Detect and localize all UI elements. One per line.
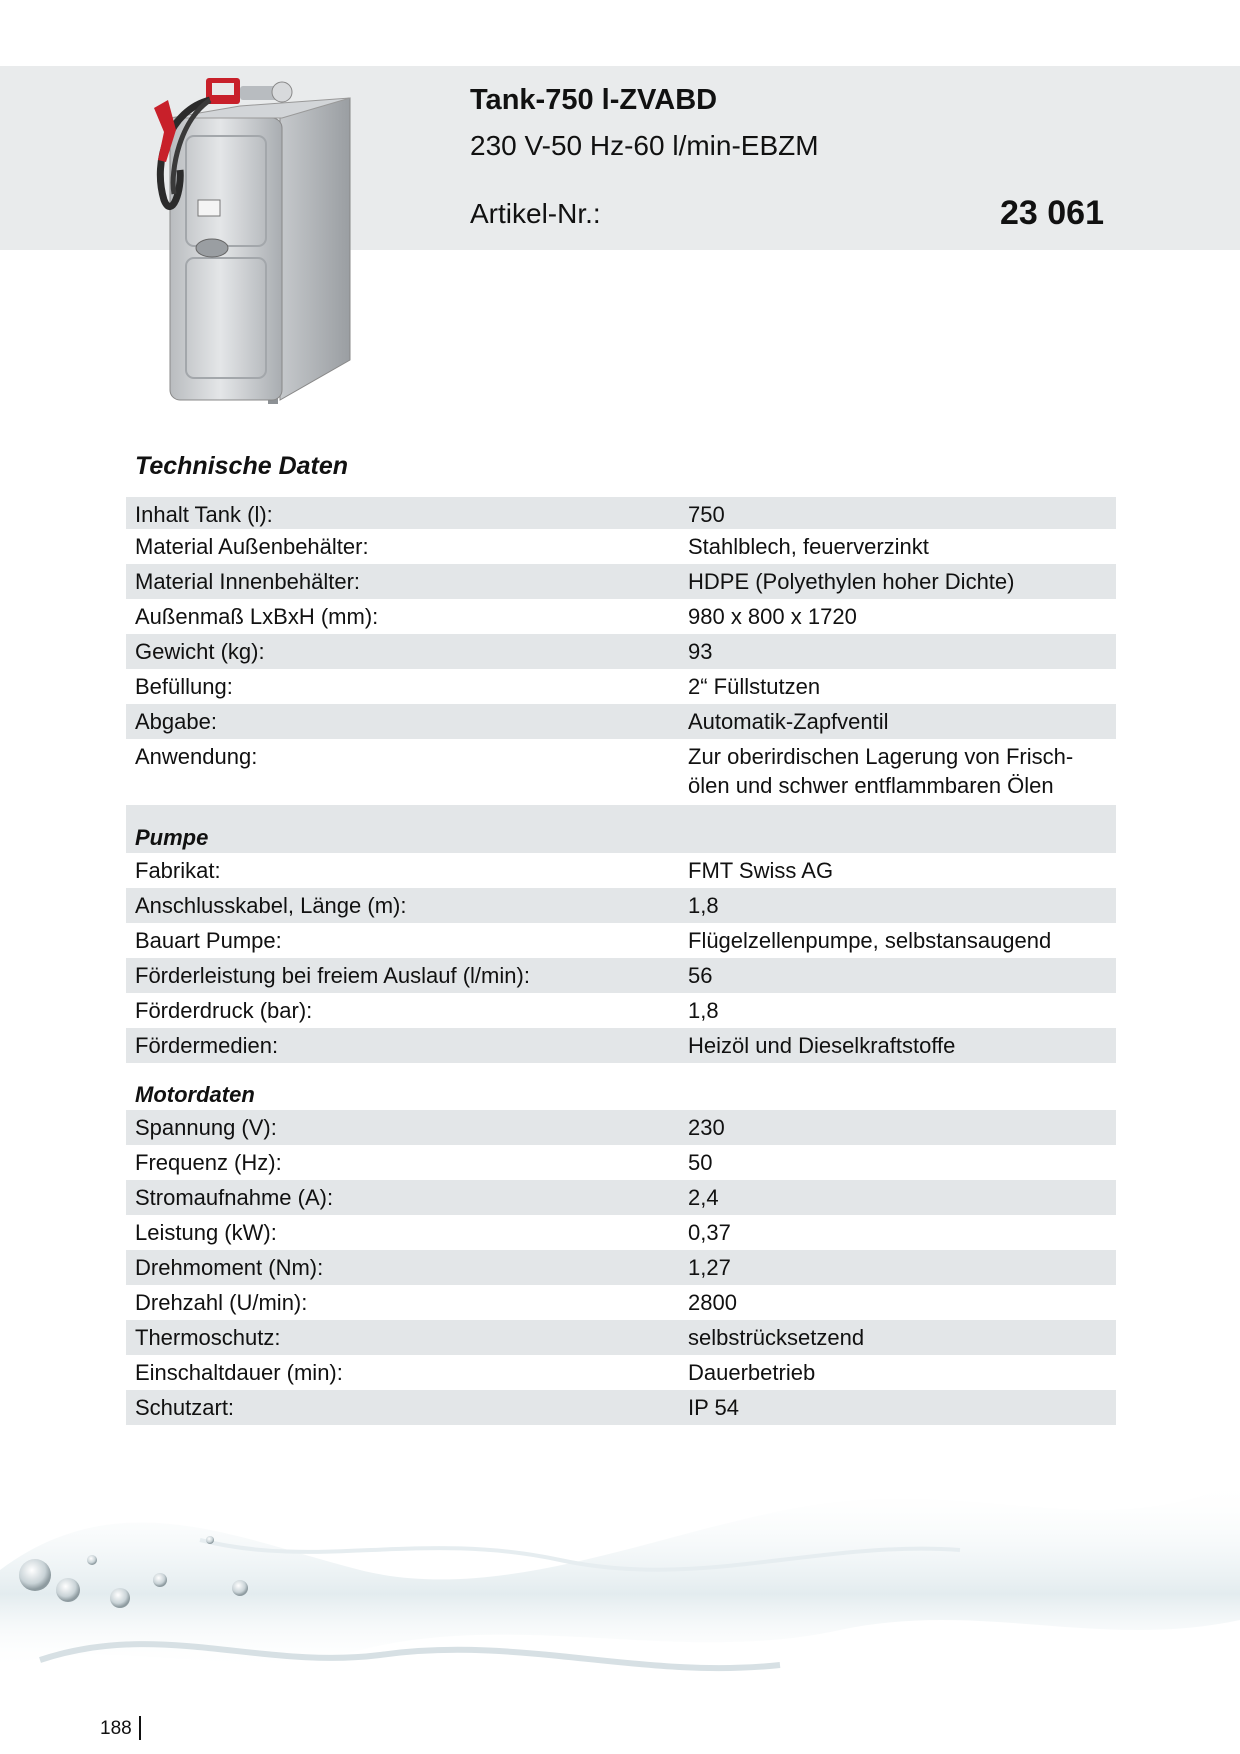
spec-key: Anschlusskabel, Länge (m): (135, 893, 407, 918)
spec-row (126, 669, 1116, 704)
spec-key: Leistung (kW): (135, 1220, 277, 1245)
subsection-motordaten (126, 1063, 1116, 1110)
spec-value: IP 54 (688, 1395, 739, 1420)
spec-row (126, 1285, 1116, 1320)
spec-row (126, 923, 1116, 958)
spec-key: Einschaltdauer (min): (135, 1360, 343, 1385)
spec-key: Anwendung: (135, 744, 258, 769)
spec-row (126, 704, 1116, 739)
section-title: Technische Daten (135, 452, 349, 480)
spec-row (126, 853, 1116, 888)
spec-value: selbstrücksetzend (688, 1325, 865, 1350)
spec-value: 93 (688, 639, 713, 664)
spec-key: Bauart Pumpe: (135, 928, 282, 953)
spec-row (126, 599, 1116, 634)
water-splash-decoration (0, 1420, 1240, 1754)
spec-table (126, 497, 1116, 1425)
spec-row (126, 888, 1116, 923)
spec-value: Zur oberirdischen Lagerung von Frisch- ölen und schwer entflammbaren Ölen (688, 744, 1074, 798)
article-number-label: Artikel-Nr.: (470, 198, 601, 229)
spec-key: Drehzahl (U/min): (135, 1290, 308, 1315)
spec-value: 2,4 (688, 1185, 719, 1210)
spec-row (126, 1145, 1116, 1180)
spec-row (126, 958, 1116, 993)
spec-row (126, 497, 1116, 529)
spec-row (126, 1110, 1116, 1145)
spec-value: 0,37 (688, 1220, 731, 1245)
spec-key: Frequenz (Hz): (135, 1150, 282, 1175)
spec-value: 50 (688, 1150, 713, 1175)
spec-key: Drehmoment (Nm): (135, 1255, 324, 1280)
spec-row (126, 1320, 1116, 1355)
spec-row (126, 1215, 1116, 1250)
spec-row (126, 634, 1116, 669)
page-number: 188 (100, 1718, 132, 1739)
spec-row (126, 739, 1116, 805)
spec-key: Material Innenbehälter: (135, 569, 361, 594)
article-number: 23 061 (1000, 194, 1104, 232)
spec-key: Inhalt Tank (l): (135, 502, 273, 527)
tank-product-image (150, 70, 410, 410)
product-subtitle: 230 V-50 Hz-60 l/min-EBZM (470, 130, 819, 161)
spec-key: Stromaufnahme (A): (135, 1185, 334, 1210)
spec-row (126, 1250, 1116, 1285)
spec-value: 980 x 800 x 1720 (688, 604, 857, 629)
spec-key: Förderdruck (bar): (135, 998, 313, 1023)
page-number-divider (139, 1716, 141, 1740)
spec-value: Dauerbetrieb (688, 1360, 816, 1385)
spec-row (126, 529, 1116, 564)
spec-row (126, 993, 1116, 1028)
spec-row (126, 1355, 1116, 1390)
spec-key: Fabrikat: (135, 858, 221, 883)
spec-value: Flügelzellenpumpe, selbstansaugend (688, 928, 1052, 953)
spec-value: 750 (688, 502, 725, 527)
product-title: Tank-750 l-ZVABD (470, 84, 718, 116)
spec-key: Fördermedien: (135, 1033, 279, 1058)
spec-value: FMT Swiss AG (688, 858, 834, 883)
spec-value: 230 (688, 1115, 725, 1140)
spec-value: 2800 (688, 1290, 737, 1315)
spec-value: Automatik-Zapfventil (688, 709, 889, 734)
subsection-pumpe (126, 805, 1116, 853)
spec-row (126, 1028, 1116, 1063)
spec-value: Heizöl und Dieselkraftstoffe (688, 1033, 956, 1058)
spec-key: Thermoschutz: (135, 1325, 281, 1350)
spec-key: Material Außenbehälter: (135, 534, 369, 559)
subsection-title: Pumpe (135, 825, 209, 850)
spec-key: Spannung (V): (135, 1115, 277, 1140)
spec-value: HDPE (Polyethylen hoher Dichte) (688, 569, 1015, 594)
spec-key: Schutzart: (135, 1395, 235, 1420)
spec-key: Abgabe: (135, 709, 217, 734)
spec-value: 1,8 (688, 893, 719, 918)
spec-key: Außenmaß LxBxH (mm): (135, 604, 379, 629)
spec-value: 56 (688, 963, 713, 988)
spec-value: 1,27 (688, 1255, 731, 1280)
spec-row (126, 564, 1116, 599)
subsection-title: Motordaten (135, 1082, 255, 1107)
spec-key: Gewicht (kg): (135, 639, 265, 664)
spec-value: 2“ Füllstutzen (688, 674, 821, 699)
spec-key: Befüllung: (135, 674, 233, 699)
spec-row (126, 1180, 1116, 1215)
spec-value: 1,8 (688, 998, 719, 1023)
spec-value: Stahlblech, feuerverzinkt (688, 534, 929, 559)
spec-key: Förderleistung bei freiem Auslauf (l/min): (135, 963, 530, 988)
